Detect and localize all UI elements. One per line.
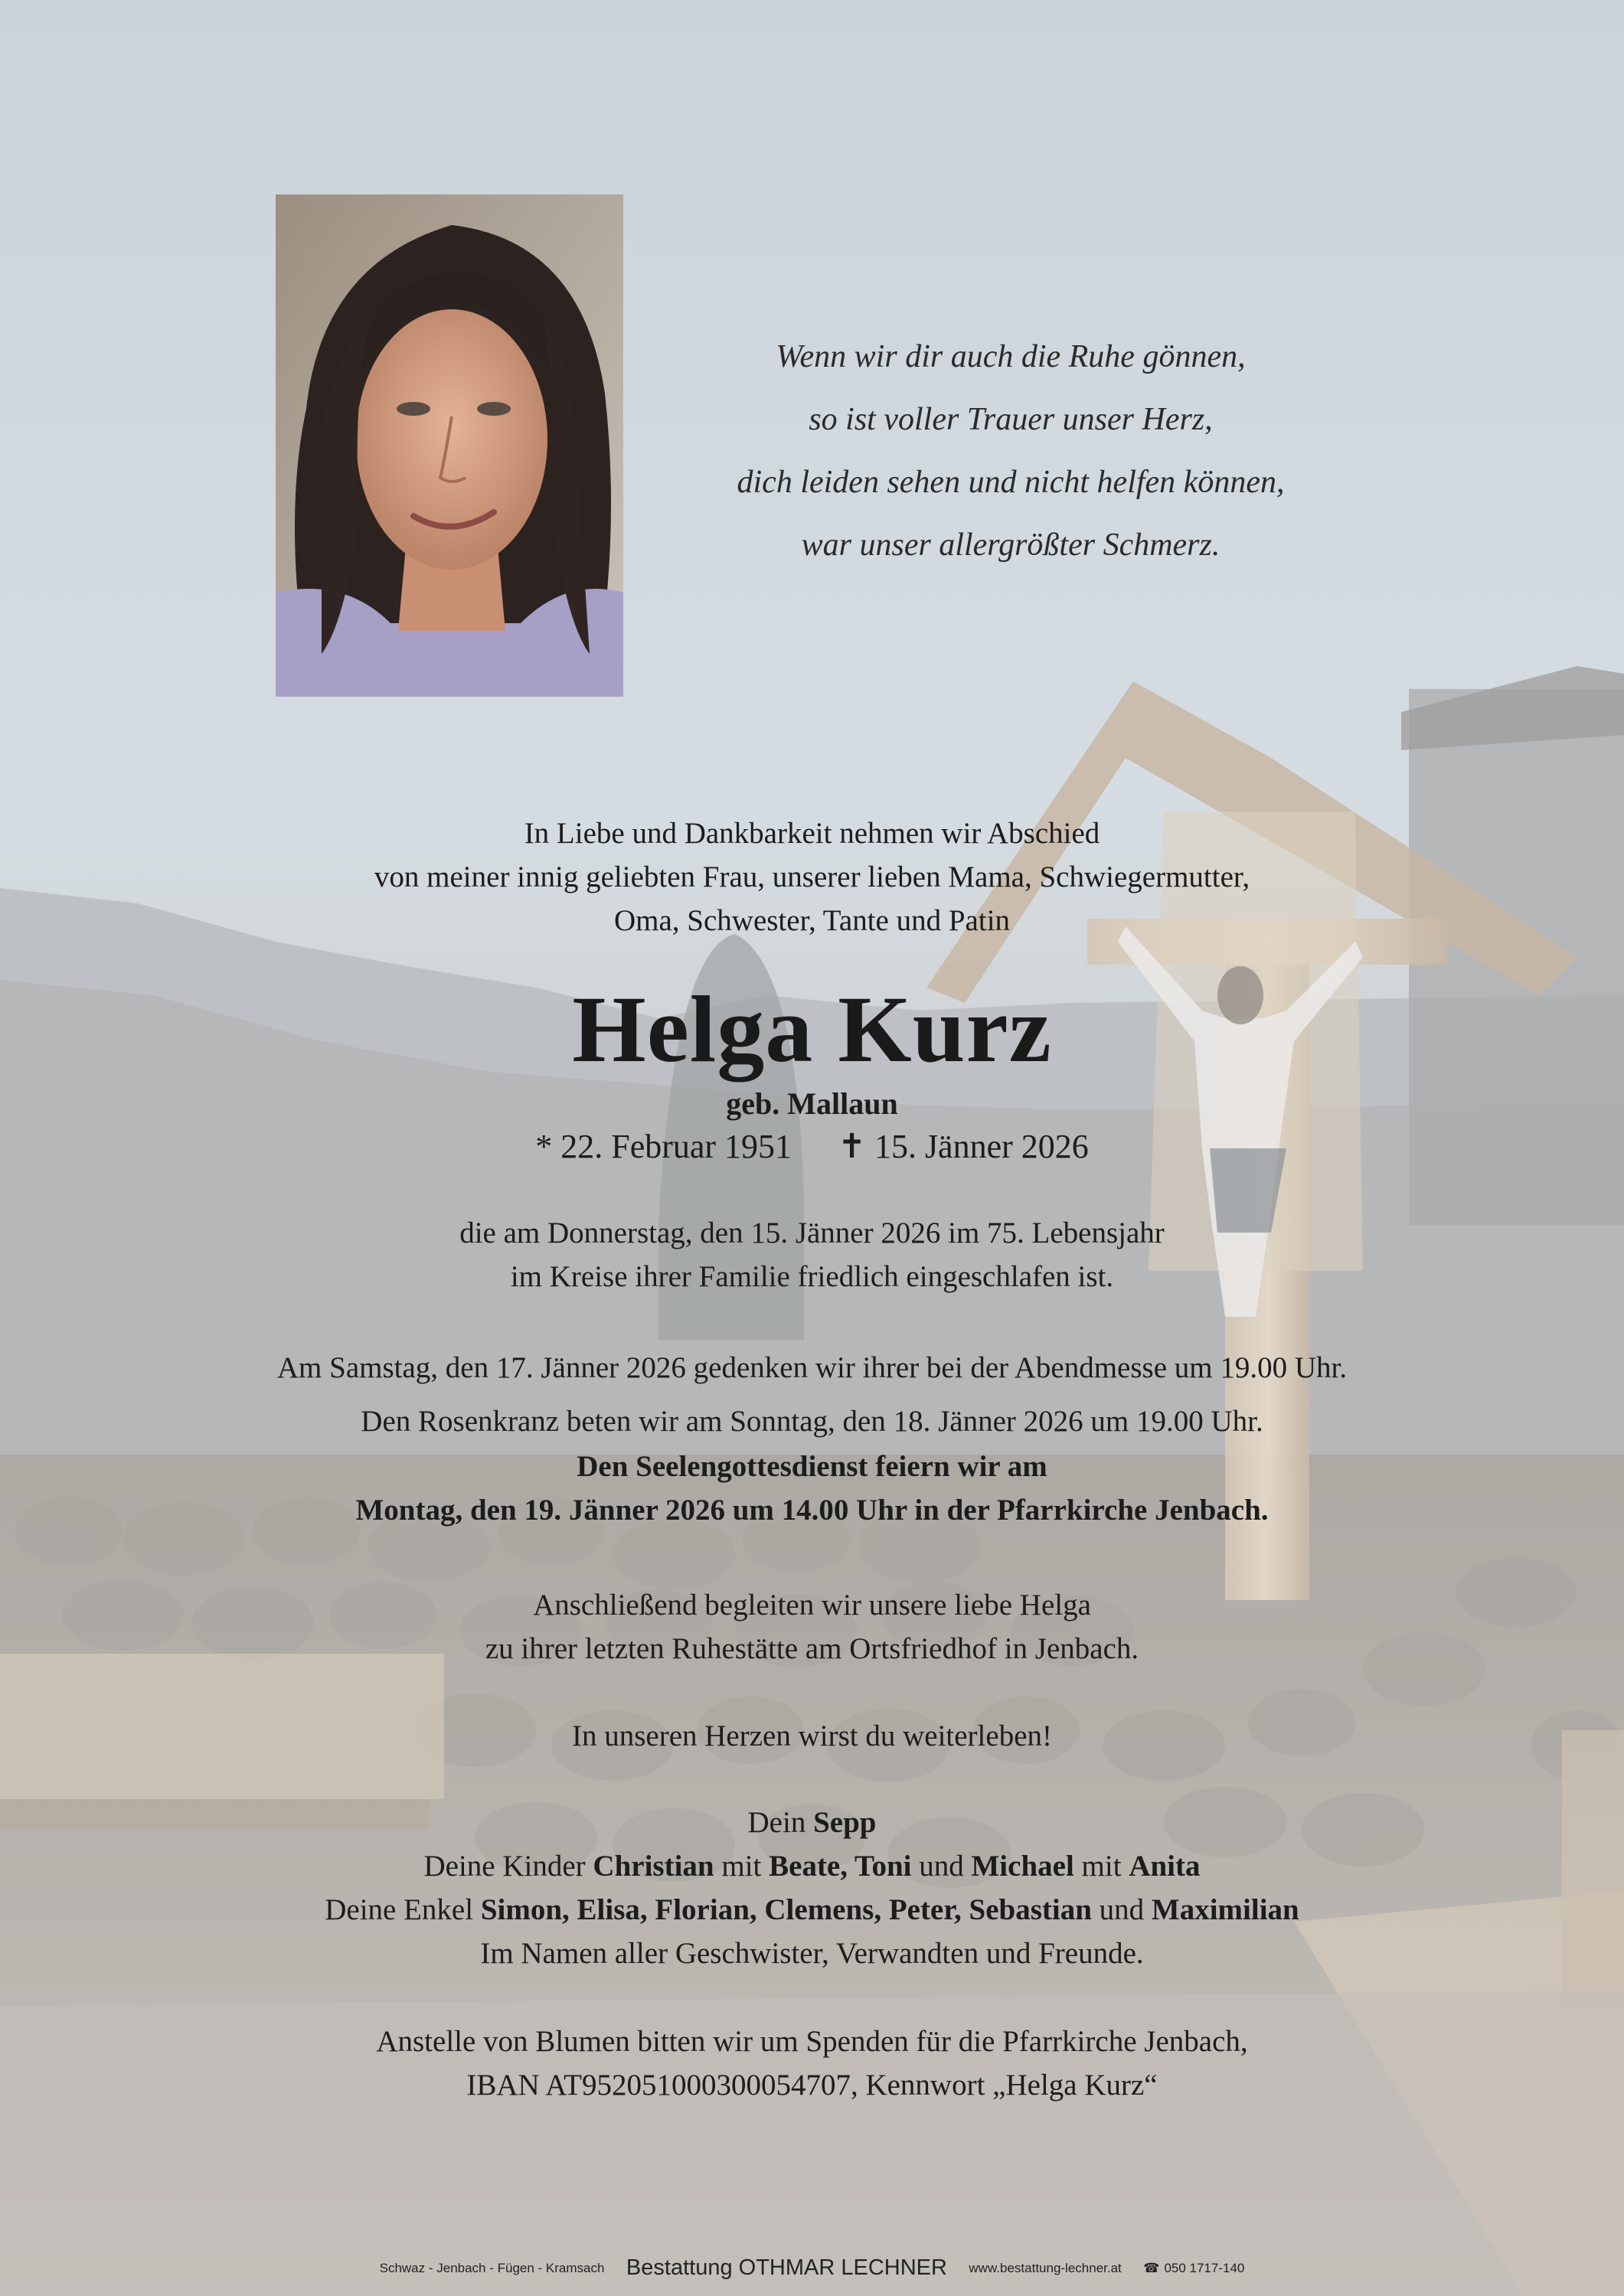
mourner-grandchildren: Deine Enkel Simon, Elisa, Florian, Clemens, Peter, Sebastian und Maximilian [325,1893,1299,1926]
poem-line: Wenn wir dir auch die Ruhe gönnen, [776,339,1246,374]
portrait-photo [276,194,623,697]
donation-iban: IBAN AT952051000300054707, Kennwort „Helga Kurz“ [466,2069,1158,2102]
death-date: 15. Jänner 2026 [874,1128,1089,1165]
life-dates [0,1125,1624,1168]
intro-line: Oma, Schwester, Tante und Patin [613,904,1011,937]
poem [658,325,1363,576]
requiem-line: Den Seelengottesdienst feiern wir am [577,1450,1047,1483]
footer-phone: ☎ 050 1717-140 [1143,2260,1245,2275]
intro-line: In Liebe und Dankbarkeit nehmen wir Abschied [524,817,1100,850]
passing-line: im Kreise ihrer Familie friedlich eingeschlafen ist. [510,1260,1114,1293]
burial-line: Anschließend begleiten wir unsere liebe Helga [533,1589,1091,1622]
motto: In unseren Herzen wirst du weiterleben! [572,1720,1052,1752]
burial-text [0,1583,1624,1671]
donation-line: Anstelle von Blumen bitten wir um Spenden für die Pfarrkirche Jenbach, [376,2025,1248,2058]
mourners [0,1801,1624,1975]
rosary: Den Rosenkranz beten wir am Sonntag, den 18. Jänner 2026 um 19.00 Uhr. [361,1405,1263,1438]
services-text [0,1341,1624,1448]
poem-line: war unser allergrößter Schmerz. [801,527,1220,563]
footer-brand: Bestattung OTHMAR LECHNER [626,2255,947,2280]
poem-line: dich leiden sehen und nicht helfen können, [737,465,1285,500]
poem-line: so ist voller Trauer unser Herz, [809,402,1213,437]
passing-text [0,1211,1624,1298]
deceased-name: Helga Kurz [572,977,1052,1082]
mourner-others: Im Namen aller Geschwister, Verwandten und Freunde. [480,1937,1144,1970]
cross-icon: ✝ [838,1128,866,1165]
mourner-husband: Dein Sepp [747,1806,877,1839]
intro-line: von meiner innig geliebten Frau, unserer lieben Mama, Schwiegermutter, [374,861,1250,893]
intro-text [0,812,1624,942]
birth-date: * 22. Februar 1951 [535,1128,792,1165]
phone-icon: ☎ [1143,2260,1160,2275]
footer [0,2255,1624,2281]
requiem [0,1445,1624,1532]
donation-text [0,2020,1624,2107]
maiden-name: geb. Mallaun [726,1086,898,1121]
passing-line: die am Donnerstag, den 15. Jänner 2026 im 75. Lebensjahr [459,1217,1165,1249]
mourner-children: Deine Kinder Christian mit Beate, Toni und Michael mit Anita [423,1850,1201,1883]
footer-website[interactable]: www.bestattung-lechner.at [969,2260,1122,2275]
requiem-line: Montag, den 19. Jänner 2026 um 14.00 Uhr in der Pfarrkirche Jenbach. [355,1494,1269,1527]
footer-locations: Schwaz - Jenbach - Fügen - Kramsach [379,2260,605,2275]
evening-mass: Am Samstag, den 17. Jänner 2026 gedenken wir ihrer bei der Abendmesse um 19.00 Uhr. [276,1351,1348,1384]
burial-line: zu ihrer letzten Ruhestätte am Ortsfriedhof in Jenbach. [485,1632,1139,1665]
